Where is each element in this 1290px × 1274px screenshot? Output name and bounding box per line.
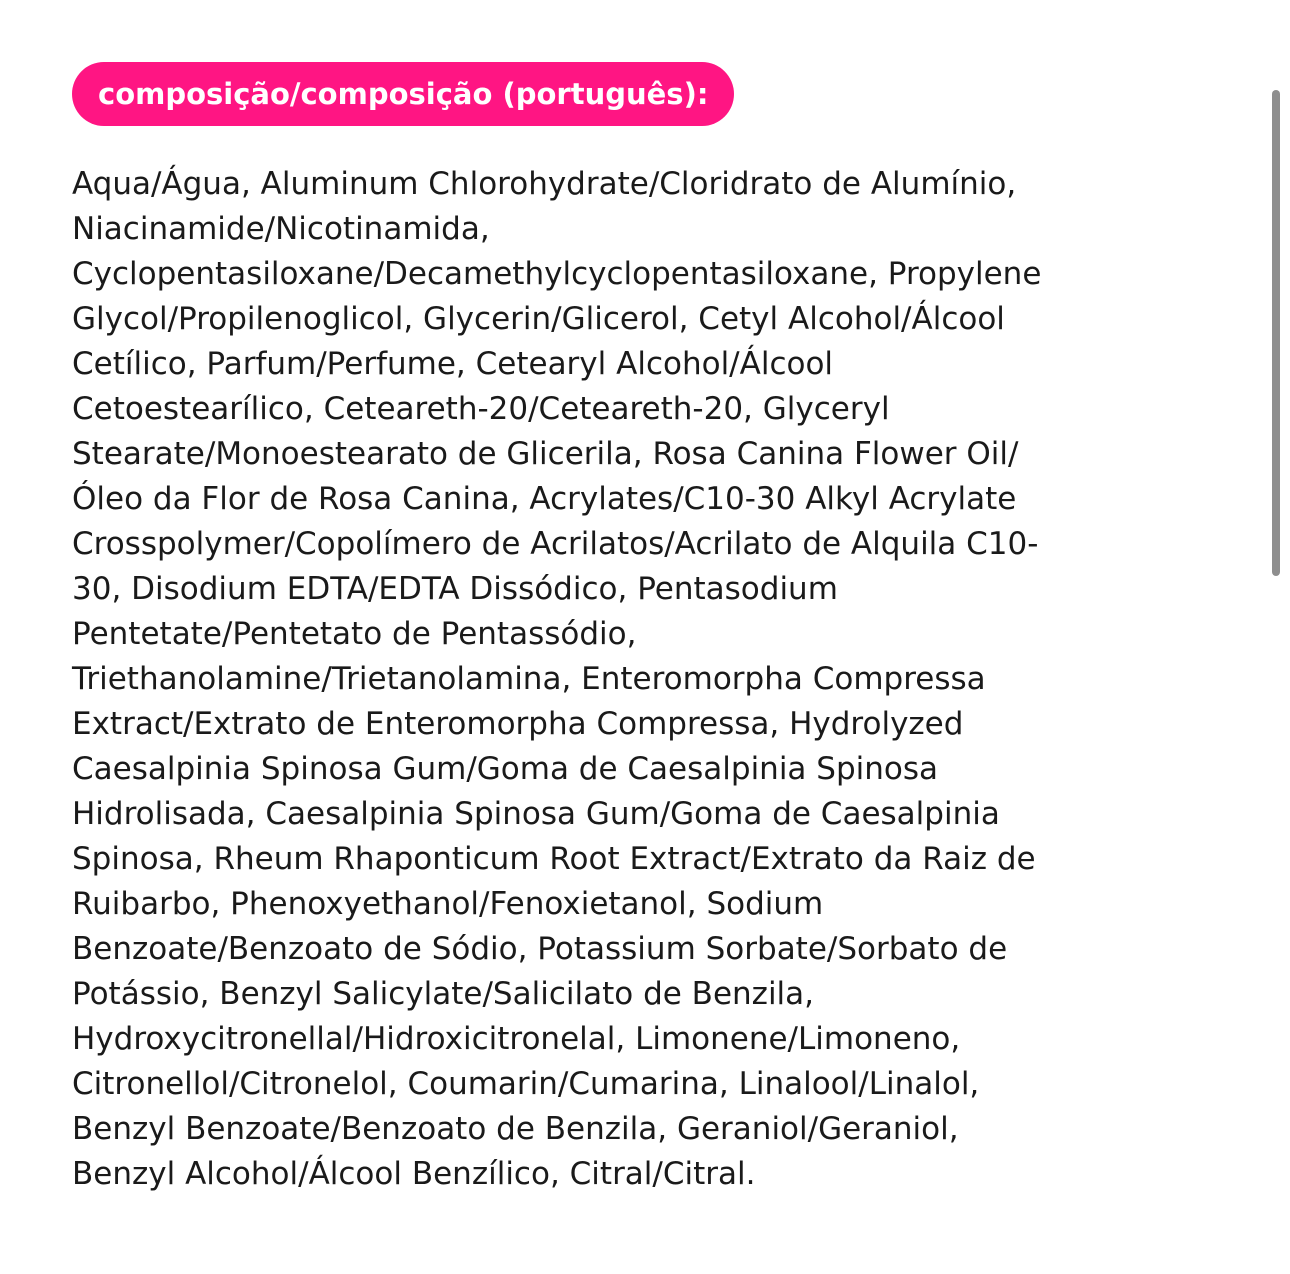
ingredients-line: Cetoestearílico, Ceteareth-20/Ceteareth-20, Glyceryl (72, 391, 890, 427)
section-title: composição/composição (português): (98, 76, 709, 111)
ingredients-text (72, 162, 1232, 1197)
ingredients-line: Pentetate/Pentetato de Pentassódio, (72, 616, 637, 652)
ingredients-line: Niacinamide/Nicotinamida, (72, 211, 490, 247)
ingredients-line: Spinosa, Rheum Rhaponticum Root Extract/Extrato da Raiz de (72, 841, 1036, 877)
ingredients-line: Benzyl Benzoate/Benzoato de Benzila, Geraniol/Geraniol, (72, 1111, 959, 1147)
ingredients-line: Citronellol/Citronelol, Coumarin/Cumarina, Linalool/Linalol, (72, 1066, 980, 1102)
ingredients-line: Cyclopentasiloxane/Decamethylcyclopentasiloxane, Propylene (72, 256, 1042, 292)
ingredients-line: Triethanolamine/Trietanolamina, Enteromorpha Compressa (72, 661, 986, 697)
ingredients-line: Hydroxycitronellal/Hidroxicitronelal, Limonene/Limoneno, (72, 1021, 961, 1057)
ingredients-line: Ruibarbo, Phenoxyethanol/Fenoxietanol, Sodium (72, 886, 824, 922)
ingredients-line: Caesalpinia Spinosa Gum/Goma de Caesalpinia Spinosa (72, 751, 939, 787)
ingredients-line: Benzyl Alcohol/Álcool Benzílico, Citral/Citral. (72, 1156, 756, 1192)
ingredients-line: Potássio, Benzyl Salicylate/Salicilato de Benzila, (72, 976, 815, 1012)
ingredients-line: Aqua/Água, Aluminum Chlorohydrate/Cloridrato de Alumínio, (72, 166, 1017, 202)
ingredients-line: Óleo da Flor de Rosa Canina, Acrylates/C10-30 Alkyl Acrylate (72, 481, 1017, 517)
ingredients-line: Crosspolymer/Copolímero de Acrilatos/Acrilato de Alquila C10- (72, 526, 1039, 562)
ingredients-line: Extract/Extrato de Enteromorpha Compressa, Hydrolyzed (72, 706, 964, 742)
ingredients-line: Hidrolisada, Caesalpinia Spinosa Gum/Goma de Caesalpinia (72, 796, 1000, 832)
vertical-scrollbar[interactable] (1272, 90, 1280, 576)
ingredients-line: 30, Disodium EDTA/EDTA Dissódico, Pentasodium (72, 571, 838, 607)
ingredients-line: Glycol/Propilenoglicol, Glycerin/Glicerol, Cetyl Alcohol/Álcool (72, 301, 1005, 337)
ingredients-line: Cetílico, Parfum/Perfume, Cetearyl Alcohol/Álcool (72, 346, 834, 382)
ingredients-line: Benzoate/Benzoato de Sódio, Potassium Sorbate/Sorbato de (72, 931, 1008, 967)
section-title-badge (72, 62, 734, 126)
ingredients-line: Stearate/Monoestearato de Glicerila, Rosa Canina Flower Oil/ (72, 436, 1019, 472)
